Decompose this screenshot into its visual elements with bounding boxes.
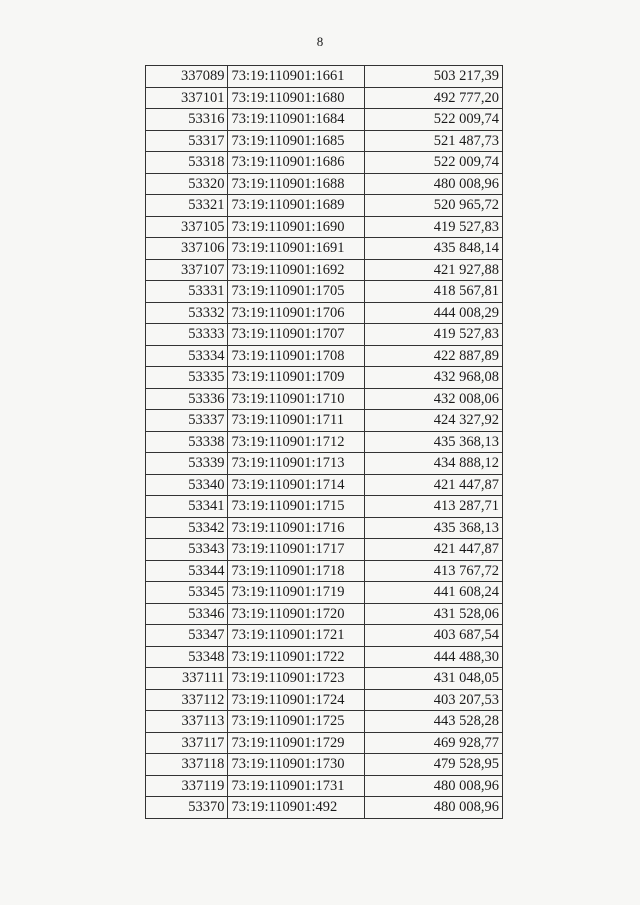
cadastral-number-cell: 73:19:110901:1729 xyxy=(228,732,365,754)
cadastral-number-cell: 73:19:110901:1716 xyxy=(228,517,365,539)
value-cell: 480 008,96 xyxy=(365,173,503,195)
row-number-cell: 53335 xyxy=(146,367,228,389)
table-row xyxy=(146,775,503,797)
row-number-cell: 53333 xyxy=(146,324,228,346)
value-cell: 444 008,29 xyxy=(365,302,503,324)
row-number-cell: 53318 xyxy=(146,152,228,174)
value-cell: 443 528,28 xyxy=(365,711,503,733)
value-cell: 418 567,81 xyxy=(365,281,503,303)
value-cell: 431 048,05 xyxy=(365,668,503,690)
value-cell: 435 368,13 xyxy=(365,431,503,453)
value-cell: 522 009,74 xyxy=(365,152,503,174)
value-cell: 413 287,71 xyxy=(365,496,503,518)
cadastral-number-cell: 73:19:110901:1661 xyxy=(228,66,365,88)
cadastral-number-cell: 73:19:110901:1725 xyxy=(228,711,365,733)
row-number-cell: 53341 xyxy=(146,496,228,518)
value-cell: 419 527,83 xyxy=(365,216,503,238)
value-cell: 431 528,06 xyxy=(365,603,503,625)
table-row xyxy=(146,259,503,281)
row-number-cell: 53344 xyxy=(146,560,228,582)
row-number-cell: 53342 xyxy=(146,517,228,539)
table-row xyxy=(146,625,503,647)
table-row xyxy=(146,195,503,217)
cadastral-number-cell: 73:19:110901:1710 xyxy=(228,388,365,410)
table-row xyxy=(146,668,503,690)
value-cell: 422 887,89 xyxy=(365,345,503,367)
cadastral-number-cell: 73:19:110901:1707 xyxy=(228,324,365,346)
cadastral-number-cell: 73:19:110901:492 xyxy=(228,797,365,819)
table-row xyxy=(146,66,503,88)
cadastral-number-cell: 73:19:110901:1692 xyxy=(228,259,365,281)
cadastral-number-cell: 73:19:110901:1720 xyxy=(228,603,365,625)
cadastral-number-cell: 73:19:110901:1706 xyxy=(228,302,365,324)
cadastral-number-cell: 73:19:110901:1709 xyxy=(228,367,365,389)
table-row xyxy=(146,388,503,410)
page-number: 8 xyxy=(316,34,324,49)
cadastral-number-cell: 73:19:110901:1691 xyxy=(228,238,365,260)
table-row xyxy=(146,539,503,561)
value-cell: 503 217,39 xyxy=(365,66,503,88)
row-number-cell: 337105 xyxy=(146,216,228,238)
cadastral-number-cell: 73:19:110901:1708 xyxy=(228,345,365,367)
cadastre-table xyxy=(145,65,503,819)
cadastral-number-cell: 73:19:110901:1721 xyxy=(228,625,365,647)
table-row xyxy=(146,87,503,109)
value-cell: 435 848,14 xyxy=(365,238,503,260)
value-cell: 424 327,92 xyxy=(365,410,503,432)
table-row xyxy=(146,732,503,754)
row-number-cell: 337111 xyxy=(146,668,228,690)
value-cell: 403 687,54 xyxy=(365,625,503,647)
table-row xyxy=(146,431,503,453)
cadastral-number-cell: 73:19:110901:1715 xyxy=(228,496,365,518)
table-row xyxy=(146,582,503,604)
value-cell: 435 368,13 xyxy=(365,517,503,539)
table-row xyxy=(146,560,503,582)
table-row xyxy=(146,281,503,303)
cadastral-number-cell: 73:19:110901:1688 xyxy=(228,173,365,195)
cadastral-number-cell: 73:19:110901:1685 xyxy=(228,130,365,152)
table-row xyxy=(146,238,503,260)
table-row xyxy=(146,797,503,819)
row-number-cell: 53370 xyxy=(146,797,228,819)
row-number-cell: 53340 xyxy=(146,474,228,496)
table-row xyxy=(146,130,503,152)
cadastral-number-cell: 73:19:110901:1724 xyxy=(228,689,365,711)
row-number-cell: 53338 xyxy=(146,431,228,453)
table-row xyxy=(146,367,503,389)
row-number-cell: 337107 xyxy=(146,259,228,281)
cadastral-number-cell: 73:19:110901:1690 xyxy=(228,216,365,238)
row-number-cell: 53347 xyxy=(146,625,228,647)
cadastral-number-cell: 73:19:110901:1711 xyxy=(228,410,365,432)
cadastral-number-cell: 73:19:110901:1705 xyxy=(228,281,365,303)
row-number-cell: 53336 xyxy=(146,388,228,410)
value-cell: 421 447,87 xyxy=(365,474,503,496)
table-row xyxy=(146,109,503,131)
value-cell: 419 527,83 xyxy=(365,324,503,346)
row-number-cell: 337119 xyxy=(146,775,228,797)
cadastral-number-cell: 73:19:110901:1731 xyxy=(228,775,365,797)
value-cell: 521 487,73 xyxy=(365,130,503,152)
cadastral-number-cell: 73:19:110901:1712 xyxy=(228,431,365,453)
table-row xyxy=(146,453,503,475)
value-cell: 444 488,30 xyxy=(365,646,503,668)
cadastral-number-cell: 73:19:110901:1686 xyxy=(228,152,365,174)
value-cell: 492 777,20 xyxy=(365,87,503,109)
row-number-cell: 53337 xyxy=(146,410,228,432)
row-number-cell: 53320 xyxy=(146,173,228,195)
cadastral-number-cell: 73:19:110901:1689 xyxy=(228,195,365,217)
table-row xyxy=(146,496,503,518)
cadastral-number-cell: 73:19:110901:1713 xyxy=(228,453,365,475)
value-cell: 421 927,88 xyxy=(365,259,503,281)
row-number-cell: 337089 xyxy=(146,66,228,88)
row-number-cell: 53343 xyxy=(146,539,228,561)
value-cell: 479 528,95 xyxy=(365,754,503,776)
table-row xyxy=(146,517,503,539)
row-number-cell: 337112 xyxy=(146,689,228,711)
value-cell: 480 008,96 xyxy=(365,797,503,819)
row-number-cell: 337118 xyxy=(146,754,228,776)
table-row xyxy=(146,216,503,238)
row-number-cell: 53316 xyxy=(146,109,228,131)
cadastral-number-cell: 73:19:110901:1717 xyxy=(228,539,365,561)
table-row xyxy=(146,324,503,346)
value-cell: 413 767,72 xyxy=(365,560,503,582)
row-number-cell: 53339 xyxy=(146,453,228,475)
row-number-cell: 53346 xyxy=(146,603,228,625)
cadastral-number-cell: 73:19:110901:1722 xyxy=(228,646,365,668)
table-row xyxy=(146,689,503,711)
cadastral-number-cell: 73:19:110901:1723 xyxy=(228,668,365,690)
table-row xyxy=(146,345,503,367)
cadastral-number-cell: 73:19:110901:1714 xyxy=(228,474,365,496)
table-row xyxy=(146,152,503,174)
value-cell: 421 447,87 xyxy=(365,539,503,561)
table-row xyxy=(146,646,503,668)
row-number-cell: 53321 xyxy=(146,195,228,217)
row-number-cell: 337117 xyxy=(146,732,228,754)
value-cell: 434 888,12 xyxy=(365,453,503,475)
cadastral-number-cell: 73:19:110901:1719 xyxy=(228,582,365,604)
value-cell: 480 008,96 xyxy=(365,775,503,797)
table-row xyxy=(146,410,503,432)
cadastral-number-cell: 73:19:110901:1730 xyxy=(228,754,365,776)
cadastral-number-cell: 73:19:110901:1680 xyxy=(228,87,365,109)
table-row xyxy=(146,711,503,733)
row-number-cell: 53332 xyxy=(146,302,228,324)
value-cell: 520 965,72 xyxy=(365,195,503,217)
table-row xyxy=(146,173,503,195)
value-cell: 403 207,53 xyxy=(365,689,503,711)
row-number-cell: 53317 xyxy=(146,130,228,152)
value-cell: 441 608,24 xyxy=(365,582,503,604)
table-row xyxy=(146,754,503,776)
cadastral-number-cell: 73:19:110901:1718 xyxy=(228,560,365,582)
row-number-cell: 337101 xyxy=(146,87,228,109)
value-cell: 522 009,74 xyxy=(365,109,503,131)
row-number-cell: 53331 xyxy=(146,281,228,303)
row-number-cell: 53334 xyxy=(146,345,228,367)
row-number-cell: 337113 xyxy=(146,711,228,733)
row-number-cell: 53345 xyxy=(146,582,228,604)
row-number-cell: 53348 xyxy=(146,646,228,668)
table-row xyxy=(146,474,503,496)
cadastral-number-cell: 73:19:110901:1684 xyxy=(228,109,365,131)
value-cell: 432 008,06 xyxy=(365,388,503,410)
value-cell: 469 928,77 xyxy=(365,732,503,754)
table-row xyxy=(146,603,503,625)
row-number-cell: 337106 xyxy=(146,238,228,260)
value-cell: 432 968,08 xyxy=(365,367,503,389)
table-body xyxy=(146,66,503,819)
table-row xyxy=(146,302,503,324)
